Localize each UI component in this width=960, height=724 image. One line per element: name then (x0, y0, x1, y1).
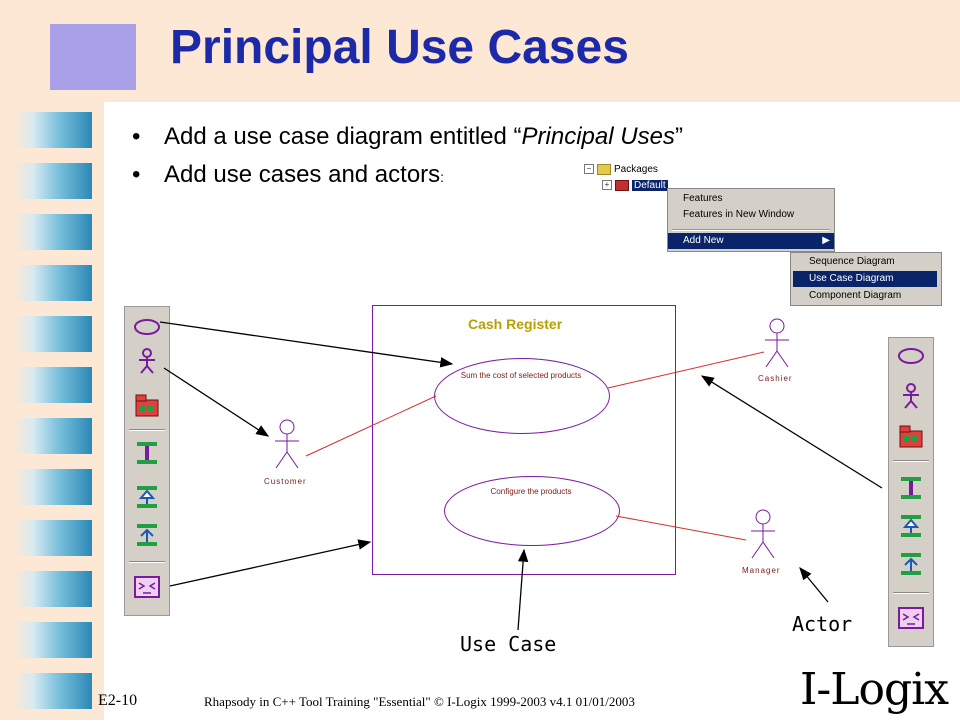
use-case-label: Sum the cost of selected products (460, 371, 582, 380)
system-name: Cash Register (468, 316, 563, 332)
menu-item-add-new[interactable]: Add New ▶ (668, 233, 834, 249)
collapse-icon[interactable]: − (584, 164, 594, 174)
callout-arrow (170, 542, 370, 586)
actor-cashier[interactable] (765, 319, 789, 367)
slide-number: E2-10 (98, 692, 138, 709)
use-case-label: Configure the products (490, 487, 572, 496)
callout-arrow (160, 322, 452, 364)
actor-manager[interactable] (751, 510, 775, 558)
submenu-item-use-case-diagram[interactable]: Use Case Diagram (793, 271, 937, 287)
callout-arrow (518, 550, 524, 630)
footer-credits: Rhapsody in C++ Tool Training "Essential" © I-Logix 1999-2003 v4.1 01/01/2003 (204, 694, 635, 709)
association-line[interactable] (306, 396, 436, 456)
callout-arrow (702, 376, 882, 488)
actor-customer[interactable] (275, 420, 299, 468)
callout-arrow (164, 368, 268, 436)
expand-icon[interactable]: + (602, 180, 612, 190)
menu-item-features[interactable]: Features (683, 193, 723, 204)
slide-title: Principal Use Cases (170, 21, 629, 74)
bullet-item: • Add a use case diagram entitled “Principal Uses” (126, 118, 683, 156)
submenu-item-component-diagram[interactable]: Component Diagram (809, 290, 902, 301)
submenu-arrow-icon: ▶ (822, 235, 830, 246)
tree-row-default[interactable]: + Default (602, 178, 668, 192)
actor-label: Manager (742, 566, 781, 575)
callout-arrow (800, 568, 828, 602)
association-line[interactable] (608, 352, 764, 388)
menu-item-features-new-window[interactable]: Features in New Window (683, 209, 795, 220)
tree-row-packages[interactable]: − Packages (584, 162, 658, 176)
submenu-item-sequence-diagram[interactable]: Sequence Diagram (809, 256, 895, 267)
association-line[interactable] (616, 516, 746, 540)
bullet-item: • Add use cases and actors: (126, 156, 683, 196)
actor-label: Cashier (758, 374, 793, 383)
actor-callout: Actor (792, 612, 853, 636)
use-case-callout: Use Case (460, 632, 557, 656)
i-logix-logo: I-Logix (800, 664, 949, 715)
actor-label: Customer (264, 477, 307, 486)
